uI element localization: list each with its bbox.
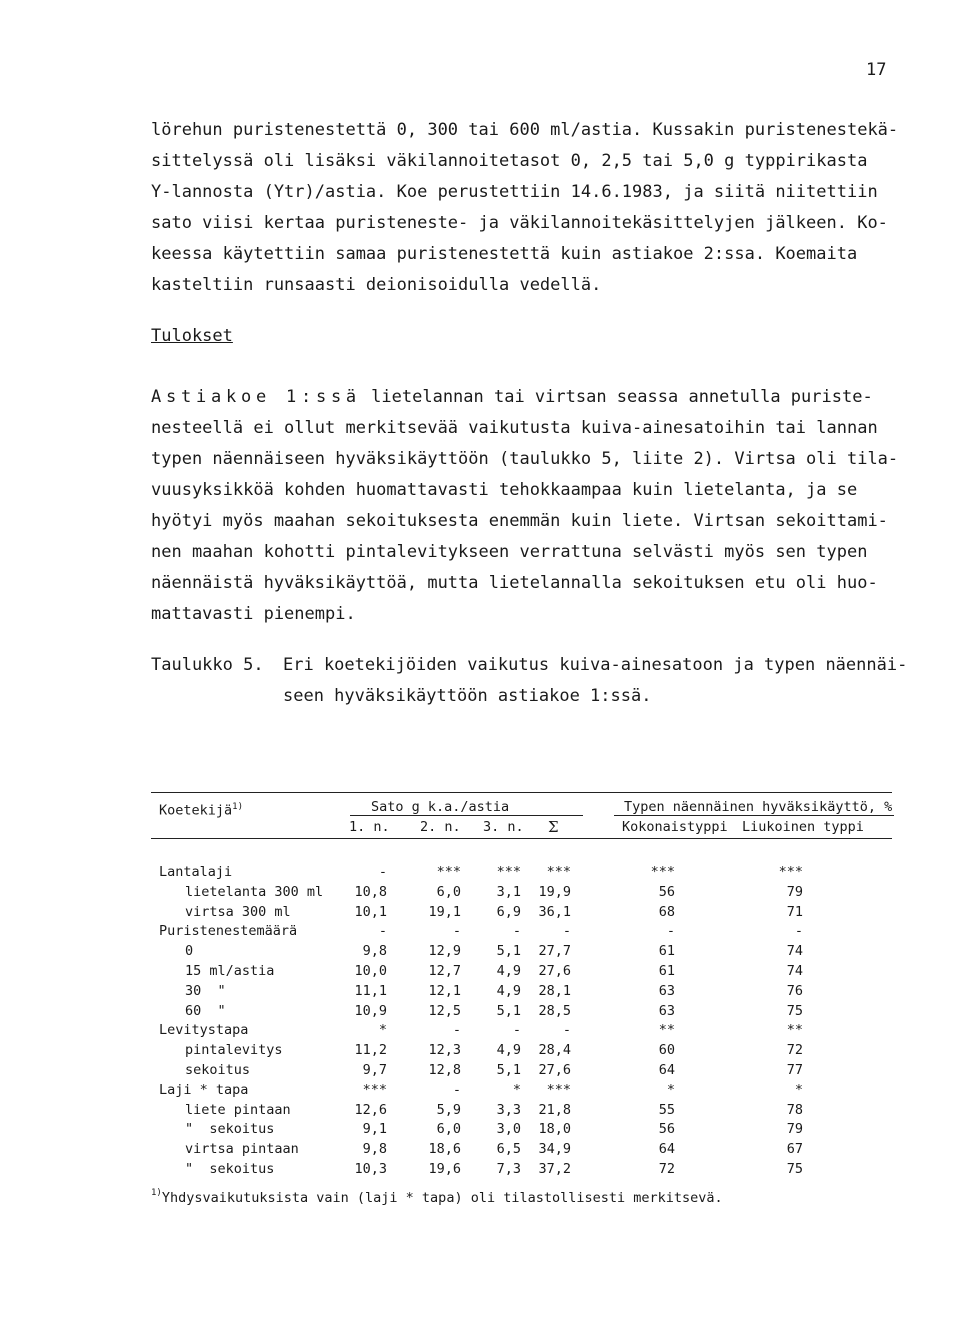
table-row-label: virtsa 300 ml [185,903,291,920]
table-top-rule [151,792,892,793]
table-cell: *** [650,864,675,880]
table-row-label: 15 ml/astia [185,963,275,979]
header-sub-0: 1. n. [349,819,390,835]
intro-line: sato viisi kertaa puristeneste- ja väkilannoitekäsittelyjen jälkeen. Ko- [151,213,888,233]
table-cell: 9,1 [362,1121,387,1138]
table-cell: - [512,923,521,940]
table-header-rule [151,838,892,839]
intro-line: lörehun puristenestettä 0, 300 tai 600 ml/astia. Kussakin puristenestekä- [151,120,899,140]
table-cell: 60 [658,1042,675,1059]
table-row-label: " sekoitus [185,1161,275,1177]
table-cell: 10,9 [354,1002,387,1019]
table-row-label: 30 " [185,982,226,999]
results-first-line [151,382,881,413]
table-cell: 19,9 [538,883,571,900]
table-cell: 27,6 [538,963,571,979]
table-cell: 10,1 [354,903,387,920]
results-first-rest: lietelannan tai virtsan seassa annetulla puriste- [360,387,873,407]
intro-line: kasteltiin runsaasti deionisoidulla vedellä. [151,275,602,295]
table-cell: 64 [658,1062,675,1078]
table-cell: 72 [786,1042,803,1059]
table-cell: 28,4 [538,1042,571,1059]
table-cell: 77 [786,1062,803,1078]
table-cell: * [666,1081,675,1098]
results-line: nen maahan kohotti pintalevitykseen verrattuna selvästi myös sen typen [151,542,868,562]
intro-paragraph [151,115,899,301]
table-cell: 3,0 [496,1121,521,1138]
table-cell: 75 [786,1002,803,1019]
caption-line: seen hyväksikäyttöön astiakoe 1:ssä. [283,686,652,706]
table-row-label: Lantalaji [159,864,233,880]
table-cell: 3,3 [496,1101,521,1118]
table-cell: 74 [786,963,803,979]
table-cell: 75 [786,1161,803,1177]
table-cell: 6,5 [496,1141,521,1158]
table-cell: *** [546,864,571,880]
footnote-text: Yhdysvaikutuksista vain (laji * tapa) oli tilastollisesti merkitsevä. [161,1190,723,1206]
table-cell: 18,6 [428,1141,461,1158]
table-row-label: Laji * tapa [159,1081,249,1098]
header-typen-group: Typen näennäinen hyväksikäyttö, % [624,799,893,815]
table-cell: 19,6 [428,1161,461,1177]
intro-line: keessa käytettiin samaa puristenestettä kuin astiakoe 2:ssa. Koemaita [151,244,858,264]
table-cell: 68 [658,903,675,920]
table-cell: - [378,864,387,880]
table-cell: 10,8 [354,883,387,900]
footnote [151,1188,723,1206]
table-cell: 9,8 [362,943,387,960]
table-row-label: " sekoitus [185,1121,275,1138]
table-cell: 9,8 [362,1141,387,1158]
table-row-label: Levitystapa [159,1022,249,1039]
results-paragraph [151,382,899,630]
intro-line: Y-lannosta (Ytr)/astia. Koe perustettiin 14.6.1983, ja siitä niitettiin [151,182,878,202]
table-cell: 12,8 [428,1062,461,1078]
header-sub-4: Kokonaistyppi [622,819,728,835]
table-cell: 55 [658,1101,675,1118]
table-cell: 67 [786,1141,803,1158]
table-cell: - [452,1022,461,1039]
table-cell: 34,9 [538,1141,571,1158]
table-row-label: virtsa pintaan [185,1141,299,1158]
footnote-marker: 1) [151,1188,162,1198]
table-cell: 61 [658,963,675,979]
results-line: näennäistä hyväksikäyttöä, mutta lietelannalla sekoituksen etu oli huo- [151,573,878,593]
table-cell: 6,0 [436,883,461,900]
table-cell: 5,1 [496,1062,521,1078]
table-cell: * [378,1022,387,1039]
table-row-label: sekoitus [185,1062,251,1078]
header-sub-1: 2. n. [420,819,461,835]
table-cell: - [562,923,571,940]
table-cell: 21,8 [538,1101,571,1118]
header-sato-group: Sato g k.a./astia [371,799,510,815]
results-line: typen näennäiseen hyväksikäyttöön (taulukko 5, liite 2). Virtsa oli tila- [151,449,899,469]
table-cell: 4,9 [496,963,521,979]
table-cell: 63 [658,982,675,999]
table-cell: - [452,923,461,940]
table-cell: *** [496,864,521,880]
table-row-label: Puristenestemäärä [159,923,298,940]
table-cell: 6,0 [436,1121,461,1138]
table-row-label: 60 " [185,1002,226,1019]
table-cell: - [794,923,803,940]
table-cell: 9,7 [362,1062,387,1078]
header-typen-underline [614,815,894,816]
table-cell: *** [778,864,803,880]
table-cell: 63 [658,1002,675,1019]
table-cell: 28,5 [538,1002,571,1019]
table-cell: 37,2 [538,1161,571,1177]
header-sub-5: Liukoinen typpi [742,819,864,835]
table-cell: 72 [658,1161,675,1177]
table-cell: - [378,923,387,940]
results-line: nesteellä ei ollut merkitsevää vaikutusta kuiva-ainesatoihin tai lannan [151,418,878,438]
table-cell: 19,1 [428,903,461,920]
table-cell: ** [658,1022,675,1039]
table-cell: 78 [786,1101,803,1118]
table-cell: 12,5 [428,1002,461,1019]
table-row-label: pintalevitys [185,1042,283,1059]
table-cell: *** [362,1081,387,1098]
table-cell: 71 [786,903,803,920]
results-line: vuusyksikköä kohden huomattavasti tehokkaampaa kuin lietelanta, ja se [151,480,858,500]
page-number: 17 [866,60,887,80]
caption-line: Eri koetekijöiden vaikutus kuiva-ainesatoon ja typen näennäi- [283,655,908,675]
results-lead-term: Astiakoe 1:ssä [151,387,361,407]
header-sub-3: Σ [548,818,559,836]
table-cell: 56 [658,1121,675,1138]
table-cell: *** [436,864,461,880]
table-cell: 74 [786,943,803,960]
table-cell: 36,1 [538,903,571,920]
table-cell: 3,1 [496,883,521,900]
table-cell: 61 [658,943,675,960]
table-cell: 6,9 [496,903,521,920]
table-row-label: lietelanta 300 ml [185,883,324,900]
table-cell: 12,7 [428,963,461,979]
table-cell: 27,7 [538,943,571,960]
table-cell: 64 [658,1141,675,1158]
table-cell: * [794,1081,803,1098]
table-cell: - [452,1081,461,1098]
table-cell: 27,6 [538,1062,571,1078]
table-cell: 12,9 [428,943,461,960]
table-cell: 11,1 [354,982,387,999]
table-cell: 79 [786,1121,803,1138]
header-koetekija-label: Koetekijä [159,802,233,819]
table-cell: 10,3 [354,1161,387,1177]
caption-text [283,650,907,712]
results-line: mattavasti pienempi. [151,604,356,624]
intro-line: sittelyssä oli lisäksi väkilannoitetasot 0, 2,5 tai 5,0 g typpirikasta [151,151,868,171]
section-heading: Tulokset [151,326,233,346]
table-cell: 5,9 [436,1101,461,1118]
table-cell: 79 [786,883,803,900]
header-sato-underline [350,815,583,816]
table-cell: - [562,1022,571,1039]
table-cell: - [666,923,675,940]
table-cell: 12,1 [428,982,461,999]
table-cell: 7,3 [496,1161,521,1177]
table-cell: 4,9 [496,1042,521,1059]
header-sub-2: 3. n. [483,819,524,835]
table-cell: 76 [786,982,803,999]
table-row-label: liete pintaan [185,1101,291,1118]
table-cell: 28,1 [538,982,571,999]
table-cell: 4,9 [496,982,521,999]
header-koetekija-sup: 1) [232,802,243,812]
table-cell: ** [786,1022,803,1039]
table-cell: 5,1 [496,943,521,960]
table-cell: 56 [658,883,675,900]
results-line: hyötyi myös maahan sekoituksesta enemmän kuin liete. Virtsan sekoittami- [151,511,888,531]
table-cell: 11,2 [354,1042,387,1059]
table-cell: 10,0 [354,963,387,979]
table-cell: * [512,1081,521,1098]
table-cell: *** [546,1081,571,1098]
table-cell: 5,1 [496,1002,521,1019]
table-cell: - [512,1022,521,1039]
table-cell: 12,3 [428,1042,461,1059]
table-cell: 18,0 [538,1121,571,1138]
table-cell: 12,6 [354,1101,387,1118]
table-row-label: 0 [185,943,194,960]
header-koetekija [159,798,243,820]
caption-label: Taulukko 5. [151,655,264,675]
